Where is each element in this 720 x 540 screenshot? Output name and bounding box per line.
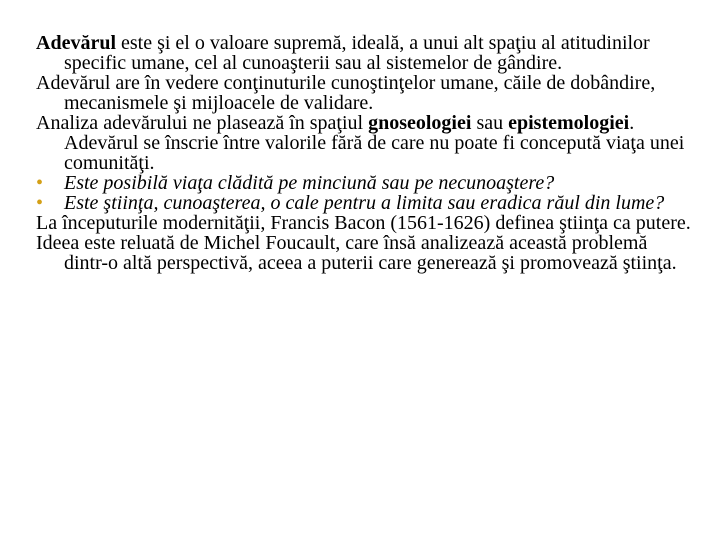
paragraph-text: Adevărul are în vedere conţinuturile cunoştinţelor umane, căile de dobândire, mecanismele şi mijloacele de validare. [36,72,656,114]
bullet-icon: • [36,172,44,194]
slide-body [36,33,696,273]
paragraph-text: . Adevărul se înscrie între valorile fără de care nu poate fi concepută viaţa unei comunităţi. [64,112,685,174]
bullet-text: Este posibilă viaţa clădită pe minciună sau pe necunoaştere? [64,172,555,194]
term-epistemologie: epistemologiei [508,112,630,134]
term-adevarul: Adevărul [36,32,116,54]
paragraph-text: Ideea este reluată de Michel Foucault, care însă analizează această problemă dintr-o altă perspectivă, aceea a puterii care generează şi promovează ştiinţa. [36,232,677,274]
paragraph-foucault [36,233,696,273]
paragraph-text: Analiza adevărului ne plasează în spaţiul [36,112,369,134]
term-gnoseologie: gnoseologiei [368,112,472,134]
bullet-question [36,193,696,213]
paragraph-definition [36,33,696,73]
paragraph-text: sau [471,112,509,134]
bullet-icon: • [36,192,44,214]
paragraph-bacon [36,213,696,233]
paragraph-text: La începuturile modernităţii, Francis Bacon (1561-1626) definea ştiinţa ca putere. [36,212,691,234]
paragraph-content [36,73,696,113]
bullet-text: Este ştiinţa, cunoaşterea, o cale pentru a limita sau eradica răul din lume? [64,192,665,214]
paragraph-analysis [36,113,696,173]
paragraph-text: este şi el o valoare supremă, ideală, a unui alt spaţiu al atitudinilor specific umane, cel al cunoaşterii sau al sistemelor de gândire. [64,32,650,74]
bullet-question [36,173,696,193]
